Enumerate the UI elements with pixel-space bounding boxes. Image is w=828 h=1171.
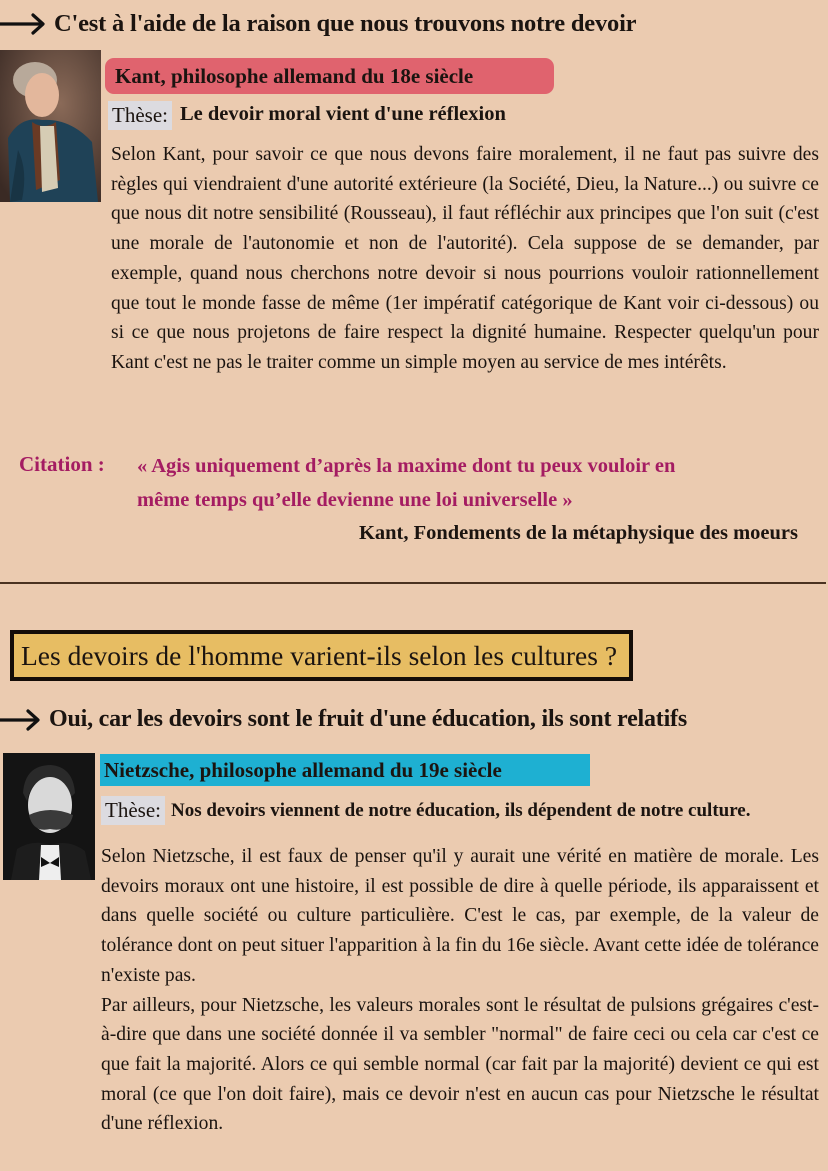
thesis-text: Nos devoirs viennent de notre éducation, ils dépendent de notre culture. xyxy=(170,800,751,821)
thesis-text: Le devoir moral vient d'une réflexion xyxy=(179,103,506,125)
kant-body xyxy=(111,140,819,378)
kant-conclusion xyxy=(0,10,636,38)
nietzsche-body-paragraph-2: Par ailleurs, pour Nietzsche, les valeurs morales sont le résultat de pulsions grégaires c'est-à-dire que dans une société donnée il va sembler "normal" de faire ceci ou cela car c'est ce que fait la majorité. Alors ce qui semble normal (car fait par la majorité) devient ce qui est moral (ce que l'on doit faire), mais ce devoir n'est en aucun cas pour Nietzsche le résultat d'une réflexion. xyxy=(101,994,819,1135)
citation-quote-line-1: « Agis uniquement d’après la maxime dont tu peux vouloir en xyxy=(137,455,676,477)
nietzsche-conclusion xyxy=(0,706,687,733)
citation-source: Kant, Fondements de la métaphysique des moeurs xyxy=(358,522,798,544)
section-question-heading: Les devoirs de l'homme varient-ils selon les cultures ? xyxy=(10,630,633,681)
kant-body-paragraph: Selon Kant, pour savoir ce que nous devons faire moralement, il ne faut pas suivre des règles qui viendraient d'une autorité extérieure (la Société, Dieu, la Nature...) ou suivre ce que nous dit notre sensibilité (Rousseau), il faut réfléchir aux principes que l'on suit (c'est une morale de l'autonomie et non de l'autorité). Cela suppose de se demander, par exemple, quand nous cherchons notre devoir si nous pourrions vouloir rationnellement que tout le monde fasse de même (1er impératif catégorique de Kant voir ci-dessous) ou si ce que nous projetons de faire respect la dignité humaine. Respecter quelqu'un pour Kant c'est ne pas le traiter comme un simple moyen au service de mes intérêts. xyxy=(111,144,819,373)
portrait-kant xyxy=(0,50,101,202)
portrait-nietzsche xyxy=(3,753,95,880)
citation-quote-line-2: même temps qu’elle devienne une loi universelle » xyxy=(137,489,573,511)
conclusion-text: Oui, car les devoirs sont le fruit d'une éducation, ils sont relatifs xyxy=(49,706,687,732)
nietzsche-name-badge: Nietzsche, philosophe allemand du 19e siècle xyxy=(100,754,590,786)
conclusion-text: C'est à l'aide de la raison que nous trouvons notre devoir xyxy=(54,10,637,37)
nietzsche-thesis xyxy=(101,796,791,825)
section-divider xyxy=(0,582,826,584)
arrow-right-icon xyxy=(0,12,46,36)
thesis-label: Thèse: xyxy=(108,101,172,130)
kant-thesis xyxy=(108,101,506,130)
citation-label: Citation : xyxy=(19,452,105,476)
thesis-label: Thèse: xyxy=(101,796,165,825)
arrow-right-icon xyxy=(0,708,40,732)
nietzsche-body xyxy=(101,842,819,1139)
kant-name-badge: Kant, philosophe allemand du 18e siècle xyxy=(105,58,554,94)
nietzsche-body-paragraph-1: Selon Nietzsche, il est faux de penser qu'il y aurait une vérité en matière de morale. Les devoirs moraux ont une histoire, il est possible de dire à quelle période, ils apparaissent et dans quelle société ou culture particulière. C'est le cas, par exemple, de la valeur de tolérance dont on peut situer l'apparition à la fin du 16e siècle. Avant cette idée de tolérance n'existe pas. xyxy=(101,846,819,986)
